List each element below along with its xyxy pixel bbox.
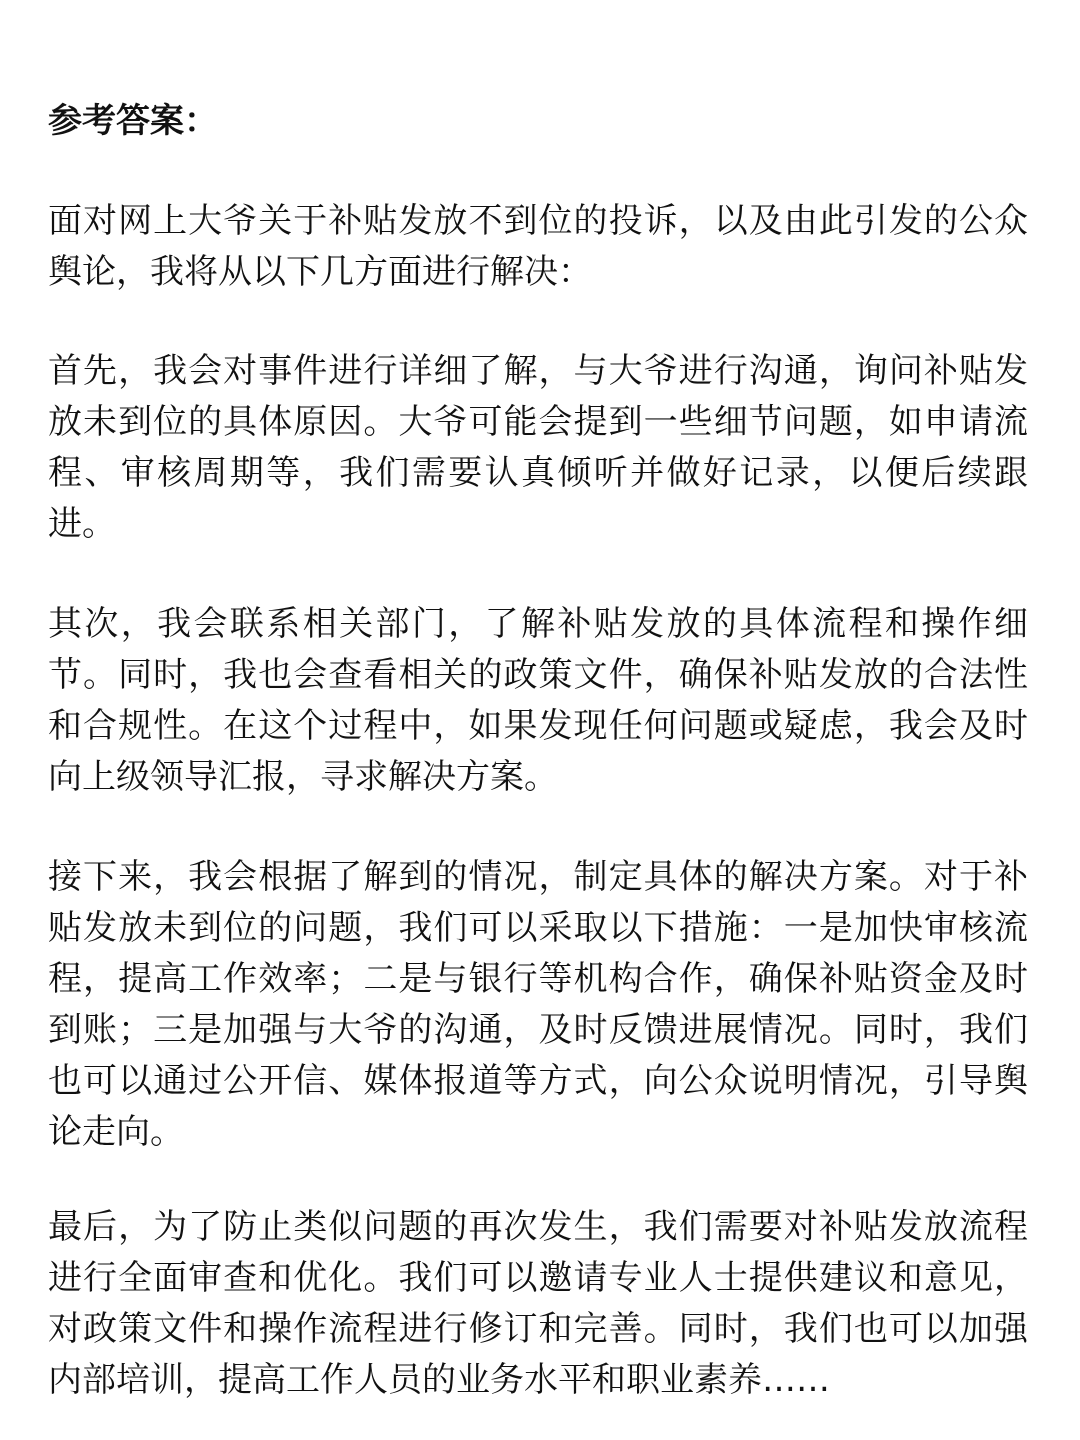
paragraph-second: 其次，我会联系相关部门，了解补贴发放的具体流程和操作细节。同时，我也会查看相关的政策文件，确保补贴发放的合法性和合规性。在这个过程中，如果发现任何问题或疑虑，我会及时向上级领导汇报，寻求解决方案。 xyxy=(48,604,1028,797)
paragraph-next: 接下来，我会根据了解到的情况，制定具体的解决方案。对于补贴发放未到位的问题，我们可以采取以下措施：一是加快审核流程，提高工作效率；二是与银行等机构合作，确保补贴资金及时到账；三是加强与大爷的沟通，及时反馈进展情况。同时，我们也可以通过公开信、媒体报道等方式，向公众说明情况，引导舆论走向。 xyxy=(48,857,1028,1152)
paragraph-intro: 面对网上大爷关于补贴发放不到位的投诉，以及由此引发的公众舆论，我将从以下几方面进行解决： xyxy=(48,201,1028,292)
paragraph-last: 最后，为了防止类似问题的再次发生，我们需要对补贴发放流程进行全面审查和优化。我们可以邀请专业人士提供建议和意见，对政策文件和操作流程进行修订和完善。同时，我们也可以加强内部培训，提高工作人员的业务水平和职业素养…… xyxy=(48,1207,1028,1400)
answer-document xyxy=(48,0,1028,1440)
paragraph-first: 首先，我会对事件进行详细了解，与大爷进行沟通，询问补贴发放未到位的具体原因。大爷可能会提到一些细节问题，如申请流程、审核周期等，我们需要认真倾听并做好记录，以便后续跟进。 xyxy=(48,351,1028,544)
page-title: 参考答案： xyxy=(48,101,218,141)
